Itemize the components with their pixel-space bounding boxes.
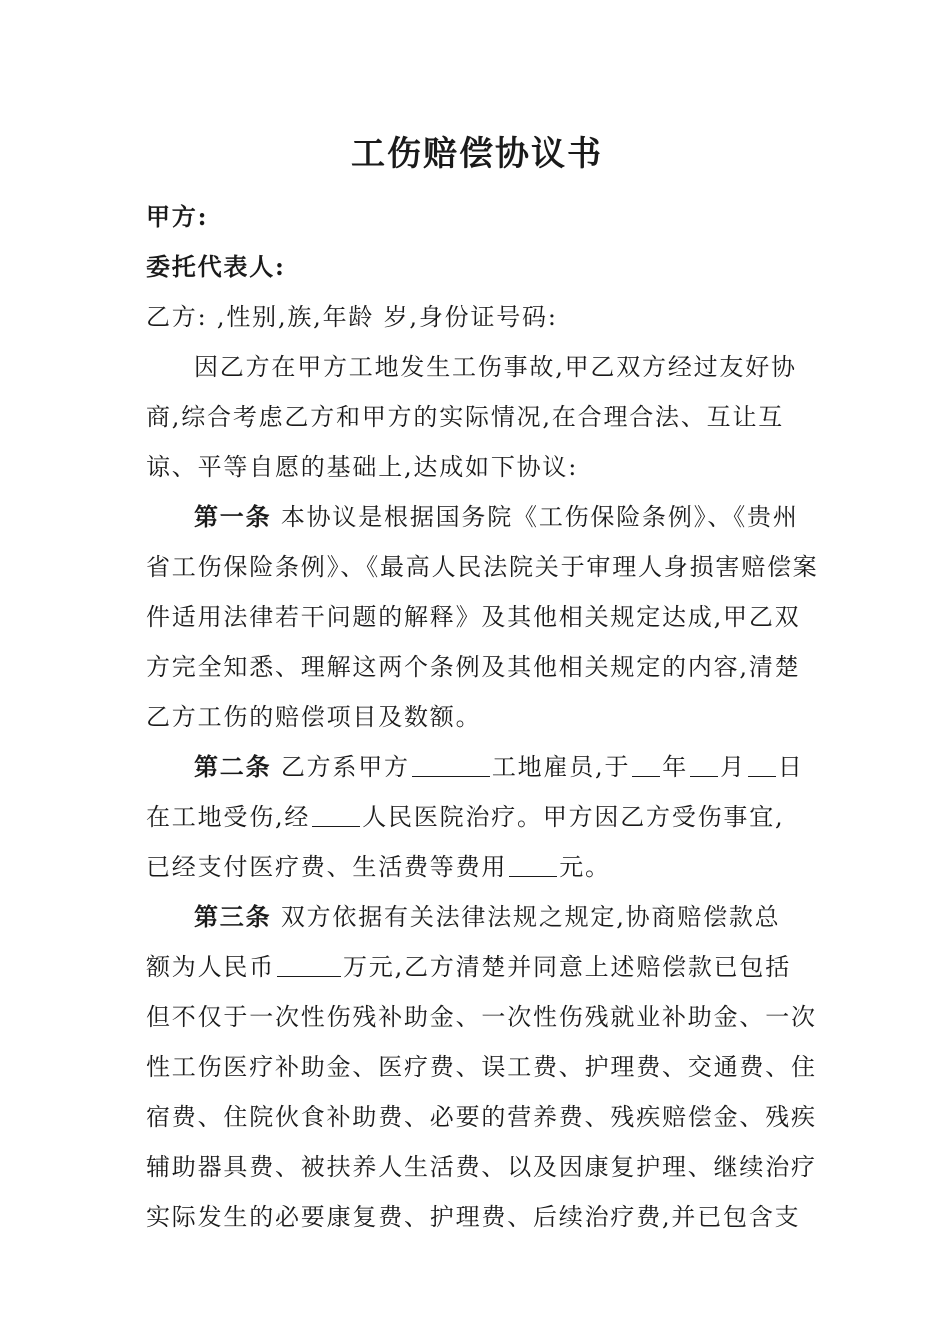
article2-line <box>146 792 808 842</box>
article2-text: 月 <box>720 753 746 781</box>
agent-line: 委托代表人: <box>146 252 286 281</box>
article2-text: 乙方系甲方 <box>271 753 410 781</box>
article3-text: 万元,乙方清楚并同意上述赔偿款已包括 <box>343 953 792 981</box>
preamble-line: 谅、平等自愿的基础上,达成如下协议: <box>146 453 579 481</box>
article2-text: 元。 <box>559 853 611 881</box>
preamble-line: 因乙方在甲方工地发生工伤事故,甲乙双方经过友好协 <box>194 353 797 381</box>
article2-heading: 第二条 <box>194 752 272 781</box>
compensation-amount-blank[interactable] <box>277 954 341 977</box>
agreement-page <box>146 128 819 1242</box>
article2-text: 工地雇员,于 <box>491 753 631 781</box>
article2-text: 在工地受伤,经 <box>146 803 311 831</box>
article2-first-line <box>146 742 808 792</box>
article2-text: 人民医院治疗。甲方因乙方受伤事宜, <box>362 803 785 831</box>
article3-line: 实际发生的必要康复费、护理费、后续治疗费,并已包含支 <box>146 1203 801 1231</box>
article1-text: 本协议是根据国务院《工伤保险条例》、《贵州 <box>271 503 799 531</box>
article3-text: 双方依据有关法律法规之规定,协商赔偿款总 <box>271 903 781 931</box>
article3-text: 额为人民币 <box>146 953 275 981</box>
article2-text: 日 <box>777 753 804 781</box>
article2-text: 已经支付医疗费、生活费等费用 <box>146 853 508 881</box>
article2-line <box>146 842 808 892</box>
article3-line: 性工伤医疗补助金、医疗费、误工费、护理费、交通费、住 <box>146 1053 817 1081</box>
preamble-line: 商,综合考虑乙方和甲方的实际情况,在合理合法、互让互 <box>146 403 785 431</box>
year-blank[interactable] <box>632 754 660 777</box>
party-b-line: 乙方: ,性别,族,年龄 岁,身份证号码: <box>146 303 558 331</box>
article1-first-line <box>146 492 808 542</box>
party-a-line: 甲方: <box>146 202 209 231</box>
article3-heading: 第三条 <box>194 902 272 931</box>
article1-line: 省工伤保险条例》、《最高人民法院关于审理人身损害赔偿案 <box>146 553 819 581</box>
month-blank[interactable] <box>690 754 718 777</box>
article1-heading: 第一条 <box>194 502 272 531</box>
day-blank[interactable] <box>748 754 776 777</box>
article1-line: 件适用法律若干问题的解释》及其他相关规定达成,甲乙双 <box>146 603 801 631</box>
article1-line: 方完全知悉、理解这两个条例及其他相关规定的内容,清楚 <box>146 653 801 681</box>
document-title: 工伤赔偿协议书 <box>351 134 603 174</box>
article3-line <box>146 942 808 992</box>
hospital-blank[interactable] <box>312 804 360 827</box>
paid-amount-blank[interactable] <box>509 854 557 877</box>
article3-first-line <box>146 892 808 942</box>
article2-text: 年 <box>662 753 689 781</box>
article1-line: 乙方工伤的赔偿项目及数额。 <box>146 703 482 731</box>
article3-line: 辅助器具费、被扶养人生活费、以及因康复护理、继续治疗 <box>146 1153 817 1181</box>
worksite-blank[interactable] <box>412 754 490 777</box>
article3-line: 但不仅于一次性伤残补助金、一次性伤残就业补助金、一次 <box>146 1003 817 1031</box>
article3-line: 宿费、住院伙食补助费、必要的营养费、残疾赔偿金、残疾 <box>146 1103 817 1131</box>
